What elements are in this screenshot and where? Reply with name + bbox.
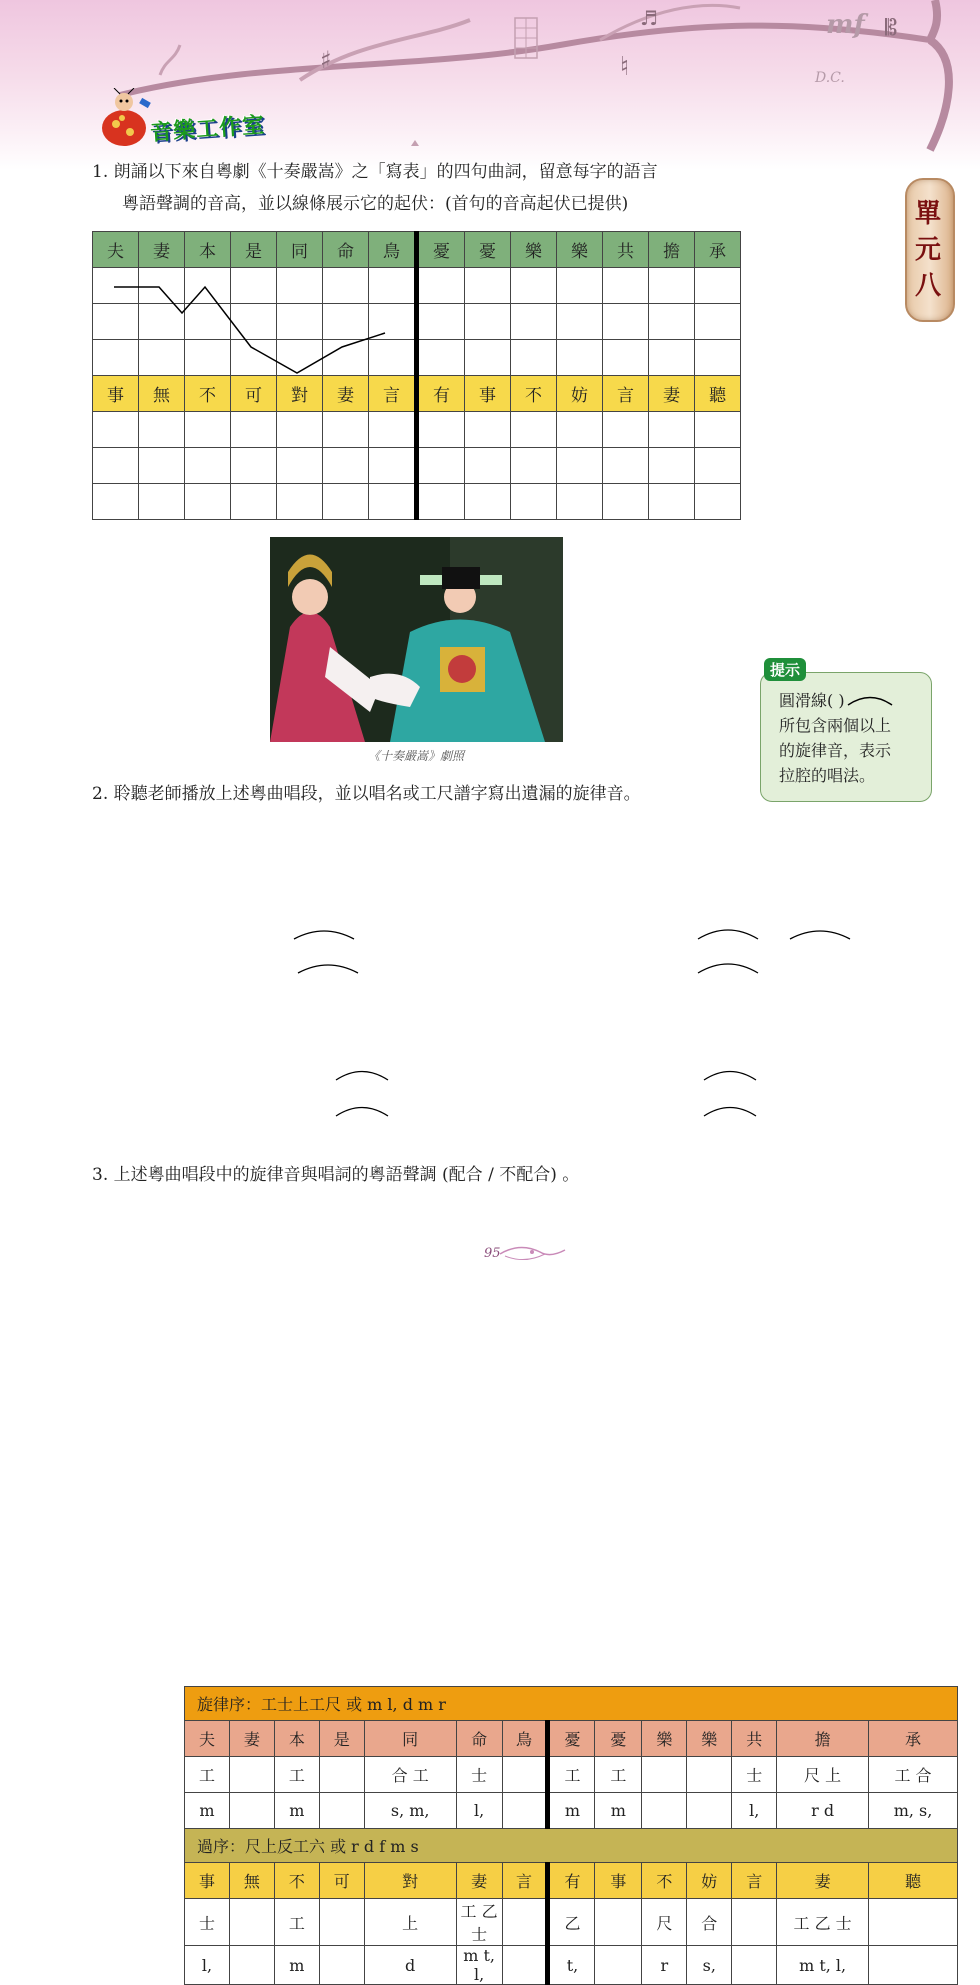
solfege-cell: m t, l,	[777, 1946, 869, 1985]
gongche-cell: 士	[732, 1757, 777, 1793]
gongche-cell: 尺	[642, 1899, 687, 1946]
solfege-cell: m	[274, 1793, 319, 1829]
question-3: 3. 上述粵曲唱段中的旋律音與唱詞的粵語聲調 (配合 / 不配合) 。	[92, 1165, 580, 1185]
gongche-cell: 尺 上	[777, 1757, 869, 1793]
dynamics-mark: mf	[826, 10, 865, 40]
tip-line: 拉腔的唱法。	[779, 766, 876, 785]
da-capo-mark: D.C.	[815, 70, 845, 86]
lyric-cell: 對	[364, 1863, 456, 1899]
answer-cell[interactable]	[319, 1899, 364, 1946]
lyric-cell: 樂	[511, 232, 557, 268]
gongche-row-2	[185, 1899, 958, 1946]
opera-stage-photo	[270, 537, 563, 742]
gongche-cell: 工	[185, 1757, 230, 1793]
answer-cell[interactable]	[319, 1757, 364, 1793]
lyric-cell: 同	[277, 232, 323, 268]
solfege-cell: l,	[185, 1946, 230, 1985]
lyric-row-1	[185, 1721, 958, 1757]
lyric-cell: 不	[185, 376, 231, 412]
answer-cell[interactable]	[229, 1793, 274, 1829]
lyric-cell: 憂	[595, 1721, 642, 1757]
solfege-cell: r d	[777, 1793, 869, 1829]
lyric-cell: 事	[595, 1863, 642, 1899]
solfege-row-1	[185, 1793, 958, 1829]
slur-mark	[704, 1072, 756, 1081]
solfege-cell: m	[274, 1946, 319, 1985]
gongche-cell: 工 乙 士	[456, 1899, 502, 1946]
lyric-cell: 憂	[465, 232, 511, 268]
lyric-cell: 本	[274, 1721, 319, 1757]
lyric-cell: 聽	[695, 376, 741, 412]
lyric-cell: 事	[93, 376, 139, 412]
lyric-cell: 命	[456, 1721, 502, 1757]
lyric-cell: 妻	[139, 232, 185, 268]
lyric-cell: 擔	[777, 1721, 869, 1757]
lyric-cell: 妻	[649, 376, 695, 412]
answer-cell[interactable]	[687, 1793, 732, 1829]
lyric-cell: 命	[323, 232, 369, 268]
lyric-cell: 鳥	[369, 232, 417, 268]
lyric-cell: 憂	[417, 232, 465, 268]
answer-cell[interactable]	[642, 1793, 687, 1829]
slur-mark	[336, 1108, 388, 1117]
gongche-cell: 合	[687, 1899, 732, 1946]
gongche-cell: 乙	[548, 1899, 595, 1946]
lyric-cell: 夫	[185, 1721, 230, 1757]
question-2: 2. 聆聽老師播放上述粵曲唱段，並以唱名或工尺譜字寫出遺漏的旋律音。	[92, 784, 641, 804]
answer-cell[interactable]	[595, 1946, 642, 1985]
gongche-cell: 工 乙 士	[777, 1899, 869, 1946]
lyric-row-2	[185, 1863, 958, 1899]
svg-text:♯: ♯	[320, 46, 332, 74]
answer-cell[interactable]	[502, 1946, 548, 1985]
lyric-cell: 憂	[548, 1721, 595, 1757]
prelude-row	[185, 1687, 958, 1721]
lyric-cell: 妻	[323, 376, 369, 412]
lyric-cell: 可	[231, 376, 277, 412]
answer-cell[interactable]	[687, 1757, 732, 1793]
lyric-cell: 事	[465, 376, 511, 412]
lyric-cell: 同	[364, 1721, 456, 1757]
gongche-cell: 士	[456, 1757, 502, 1793]
answer-cell[interactable]	[319, 1793, 364, 1829]
lyric-cell: 不	[274, 1863, 319, 1899]
gongche-cell: 合 工	[364, 1757, 456, 1793]
lyric-cell: 樂	[557, 232, 603, 268]
lyric-cell: 無	[139, 376, 185, 412]
answer-cell[interactable]	[502, 1757, 548, 1793]
answer-cell[interactable]	[732, 1899, 777, 1946]
logo-title: 音樂工作室	[149, 113, 266, 146]
gongche-cell: 工	[274, 1757, 319, 1793]
solfege-cell: m	[595, 1793, 642, 1829]
interlude-text: 過序：尺上反工六 或 r d f m s	[185, 1829, 958, 1863]
lyric-cell: 夫	[93, 232, 139, 268]
lyric-cell: 言	[502, 1863, 548, 1899]
lyric-cell: 妨	[687, 1863, 732, 1899]
photo-caption: 《十奏嚴嵩》劇照	[368, 749, 465, 763]
slur-mark	[294, 931, 354, 939]
answer-cell[interactable]	[595, 1899, 642, 1946]
page-number: 95	[484, 1246, 501, 1261]
solfege-cell: s, m,	[364, 1793, 456, 1829]
lyric-cell: 妻	[777, 1863, 869, 1899]
slur-marks	[92, 843, 868, 1143]
solfege-cell: m	[185, 1793, 230, 1829]
lyric-cell: 聽	[869, 1863, 958, 1899]
solfege-cell: m, s,	[869, 1793, 958, 1829]
answer-cell[interactable]	[642, 1757, 687, 1793]
svg-text:𝄡: 𝄡	[885, 16, 898, 41]
answer-cell[interactable]	[229, 1757, 274, 1793]
lyric-cell: 有	[417, 376, 465, 412]
gongche-cell: 工 合	[869, 1757, 958, 1793]
lyric-cell: 樂	[642, 1721, 687, 1757]
solfege-cell: t,	[548, 1946, 595, 1985]
slur-mark	[298, 965, 358, 973]
slur-mark	[704, 1108, 756, 1117]
lyric-cell: 對	[277, 376, 323, 412]
contour-line	[114, 287, 385, 373]
lyric-cell: 妨	[557, 376, 603, 412]
solfege-cell: r	[642, 1946, 687, 1985]
gongche-cell: 工	[548, 1757, 595, 1793]
answer-cell[interactable]	[869, 1899, 958, 1946]
lyric-cell: 是	[231, 232, 277, 268]
lyric-cell: 不	[642, 1863, 687, 1899]
answer-cell[interactable]	[502, 1793, 548, 1829]
prelude-text: 旋律序：工士上工尺 或 m l, d m r	[185, 1687, 958, 1721]
opera-performers-image	[270, 537, 563, 742]
answer-cell[interactable]	[229, 1899, 274, 1946]
lyric-cell: 承	[695, 232, 741, 268]
interlude-row	[185, 1829, 958, 1863]
solfege-row-2	[185, 1946, 958, 1985]
gongche-cell: 士	[185, 1899, 230, 1946]
lyric-cell: 可	[319, 1863, 364, 1899]
lyric-cell: 樂	[687, 1721, 732, 1757]
answer-cell[interactable]	[869, 1946, 958, 1985]
solfege-cell: m	[548, 1793, 595, 1829]
lyric-cell: 無	[229, 1863, 274, 1899]
svg-text:♮: ♮	[620, 52, 630, 82]
unit-side-tab-label: 單元八	[914, 199, 941, 301]
lyric-cell: 事	[185, 1863, 230, 1899]
question-1-line-2: 粵語聲調的音高，並以線條展示它的起伏：(首句的音高起伏已提供)	[122, 194, 629, 214]
slur-icon	[845, 692, 895, 708]
gongche-cell: 工	[274, 1899, 319, 1946]
lyric-cell: 本	[185, 232, 231, 268]
answer-cell[interactable]	[319, 1946, 364, 1985]
gongche-row-1	[185, 1757, 958, 1793]
gongche-cell: 上	[364, 1899, 456, 1946]
lyric-cell: 言	[603, 376, 649, 412]
lyric-cell: 共	[603, 232, 649, 268]
tone-contour-line	[92, 231, 732, 531]
slur-mark	[336, 1072, 388, 1081]
answer-cell[interactable]	[732, 1946, 777, 1985]
lyric-cell: 承	[869, 1721, 958, 1757]
answer-cell[interactable]	[502, 1899, 548, 1946]
lyric-cell: 言	[369, 376, 417, 412]
slur-mark	[698, 964, 758, 973]
lyric-cell: 不	[511, 376, 557, 412]
question-1-line-1: 1. 朗誦以下來自粵劇《十奏嚴嵩》之「寫表」的四句曲詞，留意每字的語言	[92, 162, 658, 182]
solfege-cell: l,	[732, 1793, 777, 1829]
lyric-cell: 是	[319, 1721, 364, 1757]
solfege-cell: d	[364, 1946, 456, 1985]
gongche-cell: 工	[595, 1757, 642, 1793]
solfege-cell: s,	[687, 1946, 732, 1985]
tip-line: 所包含兩個以上	[779, 716, 892, 735]
lyric-cell: 言	[732, 1863, 777, 1899]
tip-line: 圓滑線( )	[779, 691, 845, 710]
solfege-cell: m t, l,	[456, 1946, 502, 1985]
slur-mark	[698, 930, 758, 939]
tip-label: 提示	[764, 658, 806, 681]
lyric-cell: 共	[732, 1721, 777, 1757]
lyric-cell: 妻	[229, 1721, 274, 1757]
tip-line: 的旋律音，表示	[779, 741, 892, 760]
svg-text:♬: ♬	[640, 6, 658, 30]
lyric-cell: 有	[548, 1863, 595, 1899]
slur-mark	[790, 931, 850, 939]
answer-cell[interactable]	[229, 1946, 274, 1985]
lyric-cell: 擔	[649, 232, 695, 268]
solfege-cell: l,	[456, 1793, 502, 1829]
lyric-cell: 妻	[456, 1863, 502, 1899]
lyric-cell: 鳥	[502, 1721, 548, 1757]
